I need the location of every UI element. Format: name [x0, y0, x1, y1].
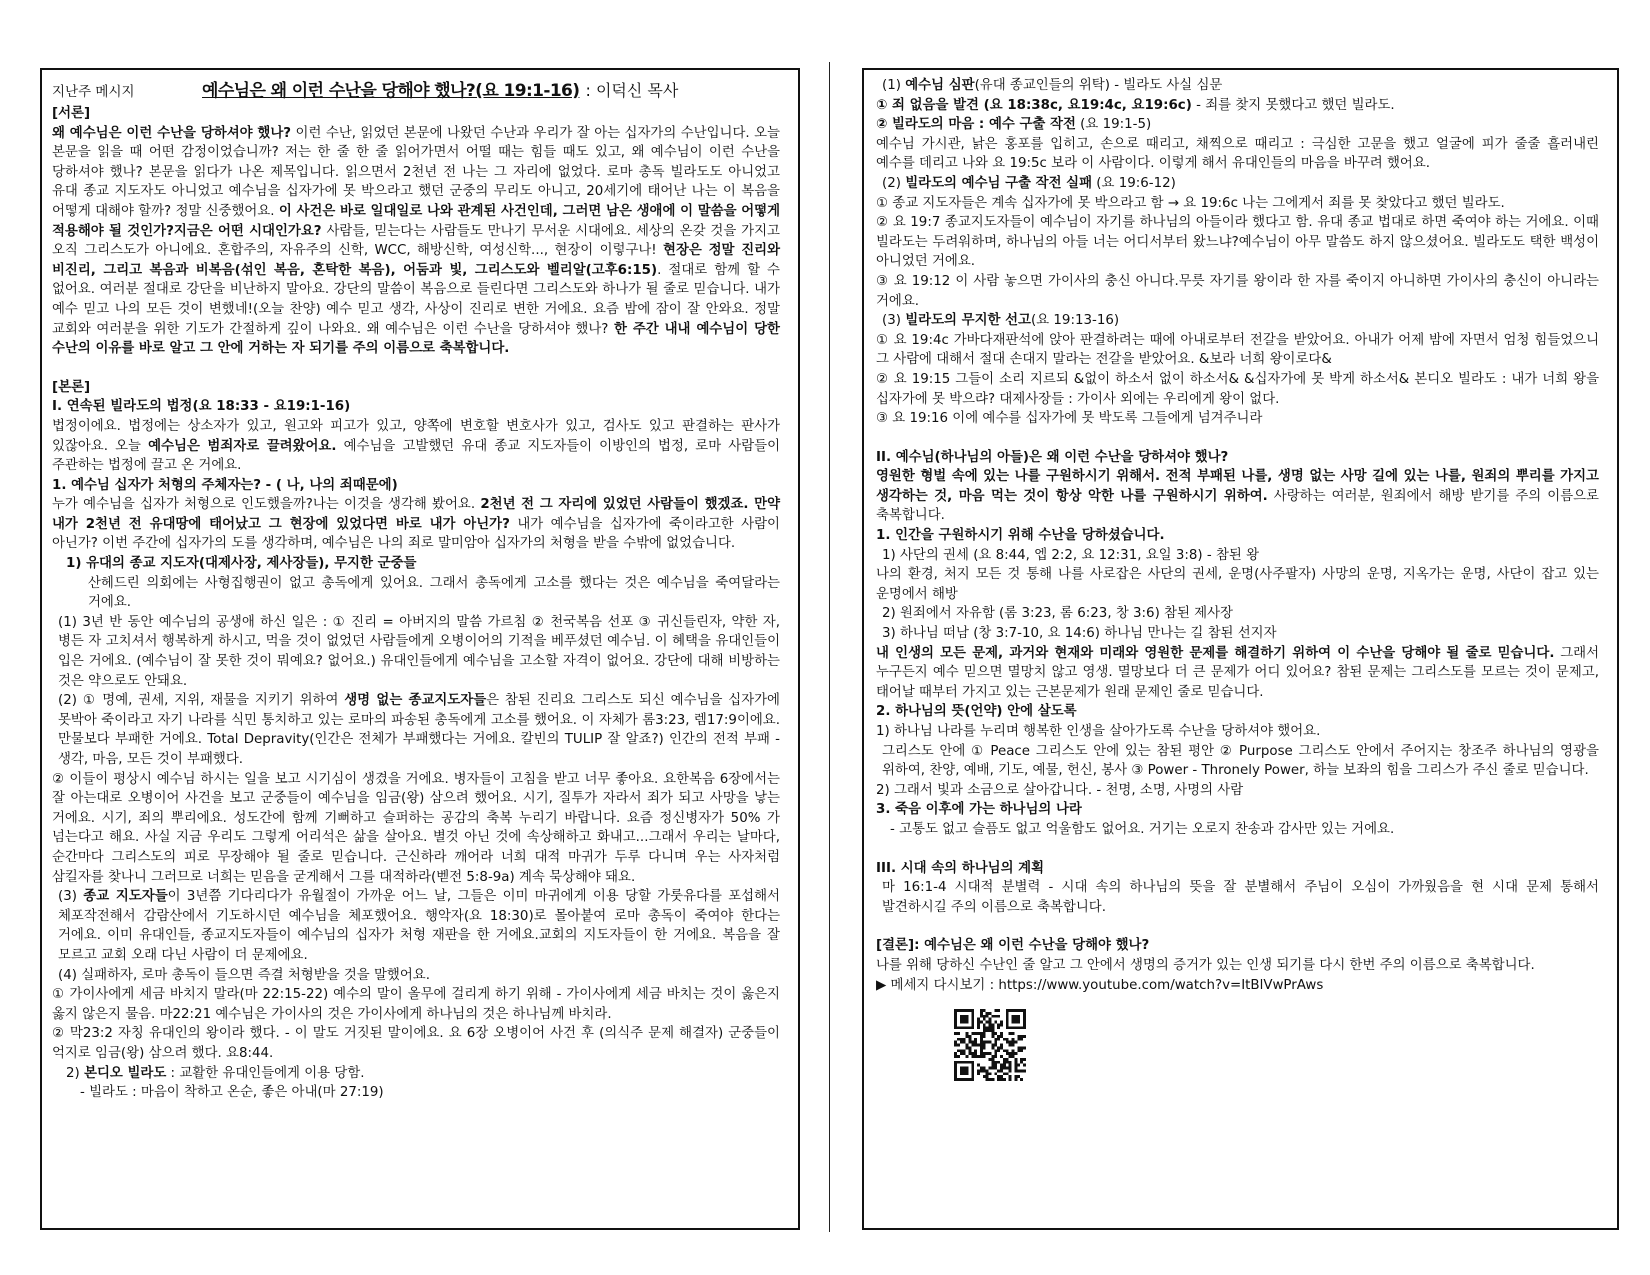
text-run: - 죄를 찾지 못했다고 했던 빌라도.	[1191, 97, 1395, 113]
paragraph-gap	[876, 917, 1599, 936]
sermon-title: 예수님은 왜 이런 수난을 당해야 했나?(요 19:1-16)	[202, 81, 580, 101]
paragraph	[52, 124, 780, 359]
text-run: (2) ① 명예, 권세, 지위, 재물을 지키기 위하여	[58, 693, 345, 709]
paragraph: (1) 3년 반 동안 예수님의 공생애 하신 일은 : ① 진리 = 아버지의 말씀 가르침 ② 천국복음 선포 ③ 귀신들린자, 약한 자, 병든 자 고치셔서 행복하게 하시고, 먹을 것이 없었던 사람들에게 오병이어의 기적을 베푸셨던 예수님. 이 혜택을 유대인들이 입은 거에요. (예수님이 잘 못한 것이 뭐예요? 없어요.) 유대인들에게 예수님을 고소할 자격이 없어요. 강단에 대해 비방하는 것은 약으로도 안돼요.	[58, 614, 780, 689]
paragraph: (4) 실패하자, 로마 총독이 들으면 즉결 처형받을 것을 말했어요.	[58, 967, 430, 983]
text-run: 누가 예수님을 십자가 처형으로 인도했을까?나는 이것을 생각해 봤어요.	[52, 497, 481, 513]
paragraph	[876, 174, 1599, 194]
paragraph: 산헤드린 의회에는 사형집행권이 없고 총독에게 있어요. 그래서 총독에게 고소를 했다는 것은 예수님을 죽여달라는 거에요.	[88, 575, 780, 611]
text-run: (요 19:6-12)	[1092, 175, 1176, 191]
bold-text: 현장은 정말 진리와 비진리, 그리고 복음과 비복음(섞인 복음, 혼탁한 복음), 어둠과 빛, 그리스도와 벨리알(고후6:15)	[52, 243, 781, 278]
paragraph: III. 시대 속의 하나님의 계획	[876, 860, 1045, 876]
paragraph-gap	[876, 429, 1599, 448]
paragraph	[52, 1064, 780, 1084]
paragraph-gap	[876, 840, 1599, 859]
paragraph: 3) 하나님 떠남 (창 3:7-10, 요 14:6) 하나님 만나는 길 참된 선지자	[882, 626, 1277, 642]
paragraph: 예수님 가시관, 낡은 홍포를 입히고, 손으로 때리고, 채찍으로 때리고 : 극심한 고문을 했고 얼굴에 피가 줄줄 흘러내린 예수를 데리고 나와 요 19:5c 보라 이 사람이다. 이렇게 해서 유대인들의 마음을 바꾸려 했어요.	[876, 136, 1599, 172]
text-run: 은 참된 진리요 그리스도 되신 예수님을 십자가에 못박아 죽이라고 자기 나라를 식민 통치하고 있는 로마의 파송된 총독에게 고소를 했어요. 이 자체가 롬3:23, 렘17:9이에요. 만물보다 부패한 거에요. Total Depravity(인간은 전체가 부패했다는 거에요. 칼빈의 TULIP 잘 알죠?) 인간의 전적 부패 - 생각, 마음, 모든 것이 부패했다.	[58, 693, 781, 767]
paragraph	[52, 417, 780, 476]
bold-text: 생명 없는 종교지도자들	[344, 693, 487, 709]
bold-text: 빌라도의 무지한 선고	[905, 313, 1031, 329]
paragraph	[52, 495, 780, 554]
paragraph: II. 예수님(하나님의 아들)은 왜 이런 수난을 당하셔야 했나?	[876, 449, 1229, 465]
bold-text: 한 주간 내내 예수님이 당한 수난의 이유를 바로 알고 그 안에 거하는 자 되기를 주의 이름으로 축복합니다.	[52, 321, 780, 357]
text-run: 예수님을 고발했던 유대 종교 지도자들이 이방인의 법정, 로마 사람들이 주관하는 법정에 끌고 온 거에요.	[52, 438, 781, 474]
text-run: 사람들, 믿는다는 사람들도 만나기 무서운 시대에요. 세상의 온갖 것을 가지고 오직 그리스도가 아니에요. 혼합주의, 자유주의 신학, WCC, 해방신학, 여성신학..., 현장이 이렇구나!	[52, 223, 780, 259]
paragraph: Ⅰ. 연속된 빌라도의 법정(요 18:33 - 요19:1-16)	[52, 399, 351, 415]
paragraph: ▶ 메세지 다시보기 : https://www.youtube.com/watch?v=ItBlVwPrAws	[876, 977, 1324, 993]
paragraph	[876, 644, 1599, 703]
paragraph	[52, 887, 780, 965]
right-body	[876, 76, 1599, 995]
message-header	[52, 76, 780, 101]
paragraph: 2) 원죄에서 자유함 (롬 3:23, 롬 6:23, 창 3:6) 참된 제사장	[882, 606, 1233, 622]
paragraph: ② 요 19:7 종교지도자들이 예수님이 자기를 하나님의 아들이라 했다고 함. 유대 종교 법대로 하면 죽여야 하는 거에요. 이때 빌라도는 두려워하며, 하나님의 아들 너는 어디서부터 왔느냐?예수님이 아무 말씀도 하지 않으셨어요. 빌라도도 택한 백성이 아니었던 거에요.	[876, 215, 1599, 270]
left-body	[52, 104, 780, 1103]
bold-text: 본디오 빌라도	[84, 1065, 167, 1081]
paragraph: [본론]	[52, 379, 91, 395]
paragraph	[876, 76, 1599, 96]
paragraph: 나의 환경, 처지 모든 것 통해 나를 사로잡은 사단의 권세, 운명(사주팔자) 사망의 운명, 지옥가는 운명, 사단이 잡고 있는 운명에서 해방	[876, 567, 1599, 602]
paragraph	[876, 115, 1599, 135]
paragraph: ② 요 19:15 그들이 소리 지르되 &없이 하소서 없이 하소서& &십자가에 못 박게 하소서& 본디오 빌라도 : 내가 너희 왕을 십자가에 못 박으랴? 대제사장들 : 가이사 외에는 우리에게 왕이 없다.	[876, 371, 1599, 407]
text-run: (요 19:13-16)	[1030, 313, 1120, 329]
paragraph: ③ 요 19:16 이에 예수를 십자가에 못 박도록 그들에게 넘겨주니라	[876, 411, 1263, 427]
right-column	[862, 68, 1619, 1230]
paragraph	[876, 467, 1599, 526]
paragraph: ① 종교 지도자들은 계속 십자가에 못 박으라고 함 → 요 19:6c 나는 그에게서 죄를 못 찾았다고 했던 빌라도.	[876, 195, 1505, 211]
column-divider	[829, 62, 830, 1232]
paragraph: - 고통도 없고 슬픔도 없고 억울함도 없어요. 거기는 오로지 찬송과 감사만 있는 거에요.	[890, 821, 1395, 837]
paragraph: 1) 사단의 권세 (요 8:44, 엡 2:2, 요 12:31, 요일 3:8) - 참된 왕	[882, 547, 1260, 563]
paragraph	[876, 96, 1599, 116]
bold-text: 2천년 전 그 자리에 있었던 사람들이 했겠죠. 만약 내가 2천년 전 유대땅에 태어났고 그 현장에 있었다면 바로 내가 아닌가?	[52, 497, 780, 532]
paragraph: 나를 위해 당하신 수난인 줄 알고 그 안에서 생명의 증거가 있는 인생 되기를 다시 한번 주의 이름으로 축복합니다.	[876, 957, 1535, 973]
text-run: (1)	[882, 78, 906, 93]
paragraph: ② 이들이 평상시 예수님 하시는 일을 보고 시기심이 생겼을 거에요. 병자들이 고침을 받고 너무 좋아요. 요한복음 6장에서는 잘 아는대로 오병이어 사건을 보고 군중들이 예수님을 임금(왕) 삼으려 했어요. 시기, 질투가 자라서 죄가 되고 사망을 낳는 거에요. 시기, 죄의 뿌리에요. 성도간에 함께 기뻐하고 슬퍼하는 공감의 축복 누리기 바랍니다. 요즘 정신병자가 50% 가 넘는다고 해요. 사실 지금 우리도 그렇게 어리석은 삶을 살아요. 별것 아닌 것에 속상해하고 화내고...그래서 우리는 날마다, 순간마다 그리스도의 피로 무장해야 될 줄로 믿습니다. 근신하라 깨어라 너희 대적 마귀가 두루 다니며 우는 사자처럼 삼킬자를 찾나니 그러므로 너희는 믿음을 굳게해서 그를 대적하라(벧전 5:8-9a) 계속 묵상해야 돼요.	[52, 771, 780, 885]
bold-text: ① 죄 없음을 발견 (요 18:38c, 요19:4c, 요19:6c)	[876, 97, 1192, 113]
text-run: . 절대로 함께 할 수 없어요. 여러분 절대로 강단을 비난하지 말아요. 강단의 말씀이 복음으로 들린다면 그리스도와 하나가 될 줄로 믿습니다. 내가 예수 믿고 나의 모든 것이 변했네!(오늘 찬양) 예수 믿고 생각, 사상이 진리로 변한 거에요. 요즘 밤에 잠이 잘 안와요. 정말 교회와 여러분을 위한 기도가 간절하게 깊이 나와요. 왜 예수님은 이런 수난을 당하셔야 했나?	[52, 262, 780, 337]
bold-text: 왜 예수님은 이런 수난을 당하셔야 했나?	[52, 125, 292, 141]
paragraph	[52, 691, 780, 769]
text-run: 내가 예수님을 십자가에 죽이라고한 사람이 아닌가? 이번 주간에 십자가의 도를 생각하며, 예수님은 나의 죄로 말미암아 십자가의 처형을 받을 수밖에 없었습니다.	[52, 516, 780, 552]
paragraph: ③ 요 19:12 이 사람 놓으면 가이사의 충신 아니다.무릇 자기를 왕이라 한 자를 죽이지 아니하면 가이사의 충신이 아니라는 거에요.	[876, 273, 1599, 309]
paragraph: 3. 죽음 이후에 가는 하나님의 나라	[876, 802, 1082, 818]
paragraph-gap	[52, 359, 780, 378]
bold-text: 빌라도의 예수님 구출 작전 실패	[905, 175, 1093, 191]
bold-text: ② 빌라도의 마음 : 예수 구출 작전	[876, 117, 1076, 133]
bold-text: 내 인생의 모든 문제, 과거와 현재와 미래와 영원한 문제를 해결하기 위하여 이 수난을 당해야 될 줄로 믿습니다.	[876, 645, 1555, 661]
paragraph: 2. 하나님의 뜻(언약) 안에 살도록	[876, 704, 1077, 720]
bold-text: 이 사건은 바로 일대일로 나와 관계된 사건인데, 그러면 남은 생애에 이 말씀을 어떻게 적용해야 될 것인가?지금은 어떤 시대인가요?	[52, 203, 780, 239]
paragraph: 1. 예수님 십자가 처형의 주체자는? - ( 나, 나의 죄때문에)	[52, 477, 398, 493]
paragraph: 1. 인간을 구원하시기 위해 수난을 당하셨습니다.	[876, 528, 1165, 544]
paragraph: ① 요 19:4c 가바다재판석에 앉아 판결하려는 때에 아내로부터 전갈을 받았어요. 아내가 어제 밤에 자면서 엄청 힘들었으니 그 사람에 대해서 절대 손대지 말라는 전갈을 받았어요. &보라 너희 왕이로다&	[876, 332, 1599, 368]
text-run: 이 3년쯤 기다리다가 유월절이 가까운 어느 날, 그들은 이미 마귀에게 이용 당할 가룻유다를 포섭해서 체포작전해서 감람산에서 기도하시던 예수님을 체포했어요. 행악자(요 18:30)로 몰아붙여 로마 총독이 죽여야 한다는 거에요. 이미 유대인들, 종교지도자들이 예수님의 십자가 처형 재판을 한 거에요.교회의 지도자들이 한 거에요. 복음을 잘 모르고 교회 오래 다닌 사람이 더 문제에요.	[58, 889, 780, 963]
bold-text: 예수님 심판	[905, 78, 975, 93]
header-label: 지난주 메시지	[52, 84, 135, 100]
text-run: 사랑하는 여러분, 원죄에서 해방 받기를 주의 이름으로 축복합니다.	[876, 488, 1599, 524]
paragraph: [결론]: 예수님은 왜 이런 수난을 당해야 했나?	[876, 938, 1150, 954]
left-column	[40, 68, 800, 1230]
paragraph: - 빌라도 : 마음이 착하고 온순, 좋은 아내(마 27:19)	[80, 1085, 384, 1101]
text-run: (유대 종교인들의 위탁) - 빌라도 사실 심문	[974, 78, 1223, 93]
text-run: (2)	[882, 175, 906, 191]
text-run: (3)	[58, 889, 84, 905]
paragraph: ① 가이사에게 세금 바치지 말라(마 22:15-22) 예수의 말이 올무에 걸리게 하기 위해 - 가이사에게 세금 바치는 것이 옳은지 옳지 않은지 물음. 마22:21 예수님은 가이사의 것은 가이사에게 하나님의 것은 하나님께 바치라.	[52, 987, 780, 1022]
paragraph: 마 16:1-4 시대적 분별력 - 시대 속의 하나님의 뜻을 잘 분별해서 주님이 오심이 가까웠음을 현 시대 문제 통해서 발견하시길 주의 이름으로 축복합니다.	[882, 880, 1599, 915]
bold-text: 예수님은 범죄자로 끌려왔어요.	[148, 438, 337, 454]
qr-code-icon[interactable]	[954, 1009, 1026, 1081]
paragraph	[876, 311, 1599, 331]
paragraph: [서론]	[52, 106, 91, 121]
text-run: (3)	[882, 313, 906, 329]
paragraph: 2) 그래서 빛과 소금으로 살아갑니다. - 천명, 소명, 사명의 사람	[876, 782, 1244, 798]
bold-text: 종교 지도자들	[83, 889, 168, 905]
text-run: : 교활한 유대인들에게 이용 당함.	[166, 1065, 365, 1081]
bold-text: 영원한 형벌 속에 있는 나를 구원하시기 위해서. 전적 부패된 나를, 생명 없는 사망 길에 있는 나를, 원죄의 뿌리를 가지고 생각하는 것, 마음 먹는 것이 항상 악한 나를 구원하시기 위하여.	[876, 469, 1599, 504]
paragraph: ② 막23:2 자칭 유대인의 왕이라 했다. - 이 말도 거짓된 말이에요. 요 6장 오병이어 사건 후 (의식주 문제 해결자) 군중들이 억지로 임금(왕) 삼으려 했다. 요8:44.	[52, 1026, 780, 1061]
text-run: 그래서 누구든지 예수 믿으면 멸망치 않고 영생. 멸망보다 더 큰 문제가 어디 있어요? 참된 문제는 그리스도를 모르는 것이 문제고, 태어날 때부터 가지고 있는 근본문제가 원래 문제인 줄로 믿습니다.	[876, 645, 1599, 700]
text-run: 2)	[66, 1065, 85, 1081]
text-run: 법정이에요. 법정에는 상소자가 있고, 원고와 피고가 있고, 양쪽에 변호할 변호사가 있고, 검사도 있고 판결하는 판사가 있잖아요. 오늘	[52, 418, 780, 454]
text-run: 이런 수난, 읽었던 본문에 나왔던 수난과 우리가 잘 아는 십자가의 수난입니다. 오늘 본문을 읽을 때 어떤 감정이었습니까? 저는 한 줄 한 줄 읽어가면서 어떨 때는 힘들 때도 있고, 왜 예수님이 이런 수난을 당하셔야 했나? 본문을 읽다가 나온 제목입니다. 읽으면서 2천년 전 나는 그 자리에 없었다. 로마 총독 빌라도도 아니었고 유대 종교 지도자도 아니었고 예수님을 십자가에 못 박으라고 했던 군중의 무리도 아니고, 20세기에 태어난 나는 이 복음을 어떻게 대해야 할까? 정말 신중했어요.	[52, 125, 780, 219]
paragraph: 그리스도 안에 ① Peace 그리스도 안에 있는 참된 평안 ② Purpose 그리스도 안에서 주어지는 창조주 하나님의 영광을 위하여, 찬양, 예배, 기도, 예물, 헌신, 봉사 ③ Power - Thronely Power, 하늘 보좌의 힘을 그리스가 주신 줄로 믿습니다.	[882, 743, 1599, 779]
paragraph: 1) 유대의 종교 지도자(대제사장, 제사장들), 무지한 군중들	[66, 556, 417, 572]
paragraph: 1) 하나님 나라를 누리며 행복한 인생을 살아가도록 수난을 당하셔야 했어요.	[876, 724, 1321, 739]
text-run: (요 19:1-5)	[1075, 117, 1152, 133]
sermon-author: : 이덕신 목사	[585, 81, 679, 100]
